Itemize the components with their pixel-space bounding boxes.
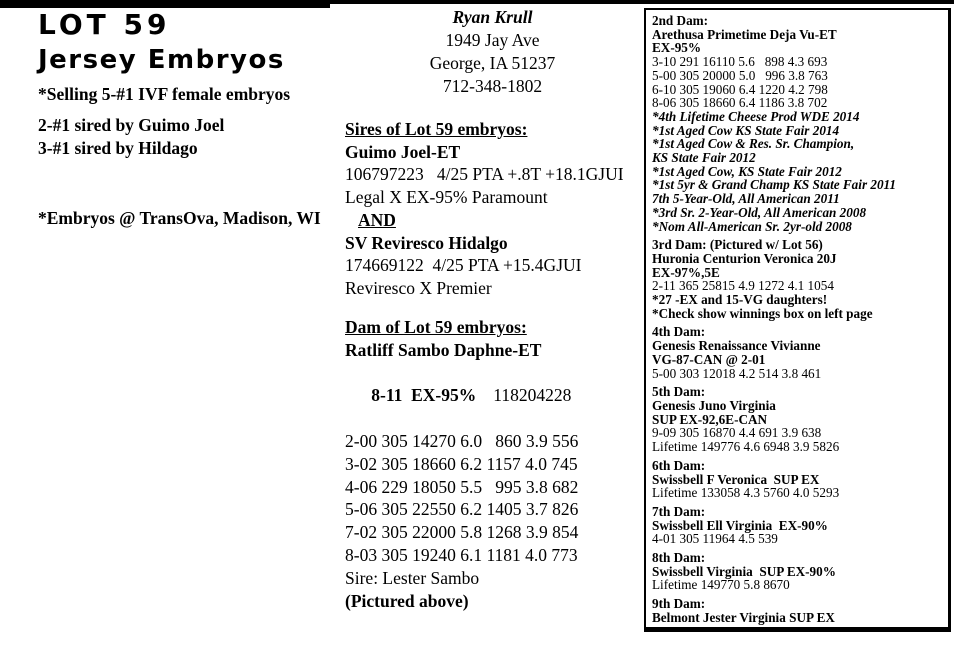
contact-address-line2: George, IA 51237 — [429, 53, 556, 73]
sire1-name: Guimo Joel-ET — [345, 141, 461, 162]
pedigree-line: 5-00 303 12018 4.2 514 3.8 461 — [652, 365, 822, 381]
pedigree-line: 3rd Dam: (Pictured w/ Lot 56) — [652, 237, 823, 253]
dam-reg-number: 118204228 — [493, 385, 572, 406]
dam-score: 8-11 EX-95% — [371, 385, 477, 406]
top-scan-bar — [0, 0, 954, 4]
pedigree-line: *1st Aged Cow KS State Fair 2014 — [652, 122, 840, 138]
pedigree-line: Lifetime 133058 4.3 5760 4.0 5293 — [652, 485, 840, 501]
contact-name: Ryan Krull — [452, 7, 533, 27]
pedigree-line: *Check show winnings box on left page — [652, 305, 873, 321]
pedigree-line: Lifetime 149776 4.6 6948 3.9 5826 — [652, 439, 840, 455]
dam-record-row: 5-06 305 22550 6.2 1405 3.7 826 — [345, 499, 579, 520]
pedigree-line: EX-95% — [652, 40, 702, 56]
pedigree-section — [652, 505, 942, 546]
sire2-pedigree: Reviresco X Premier — [345, 277, 492, 298]
sired-line: 3-#1 sired by Hildago — [38, 137, 198, 158]
pedigree-line: *1st 5yr & Grand Champ KS State Fair 2011 — [652, 177, 897, 193]
dam-name: Ratliff Sambo Daphne-ET — [345, 339, 542, 360]
sired-by-list — [38, 114, 338, 159]
lot-info-column — [38, 8, 338, 228]
pedigree-section — [652, 551, 942, 592]
pedigree-section — [652, 238, 942, 320]
dam-heading: Dam of Lot 59 embryos: — [345, 317, 527, 337]
pedigree-section — [652, 385, 942, 454]
pedigree-line: EX-97%,5E — [652, 264, 720, 280]
dam-record-row: 4-06 229 18050 5.5 995 3.8 682 — [345, 476, 579, 497]
pedigree-line: 7th 5-Year-Old, All American 2011 — [652, 191, 840, 207]
sire2-reg-pta: 174669122 4/25 PTA +15.4GJUI — [345, 255, 582, 276]
pedigree-line: 2nd Dam: — [652, 13, 709, 28]
pedigree-line: 3-10 291 16110 5.6 898 4.3 693 — [652, 54, 828, 70]
sires-block — [345, 118, 645, 300]
extended-pedigree-box — [644, 8, 951, 632]
pedigree-line: 4th Dam: — [652, 324, 706, 340]
contact-address-line1: 1949 Jay Ave — [445, 30, 540, 50]
pedigree-section — [652, 325, 942, 380]
contact-phone: 712-348-1802 — [442, 76, 543, 96]
pedigree-line: Genesis Renaissance Vivianne — [652, 338, 821, 354]
top-scan-bar-thick-segment — [0, 0, 330, 8]
pedigree-section — [652, 14, 942, 233]
pedigree-line: Huronia Centurion Veronica 20J — [652, 250, 837, 266]
pictured-note: (Pictured above) — [345, 590, 469, 611]
pedigree-section — [652, 597, 942, 624]
sires-heading: Sires of Lot 59 embryos: — [345, 119, 528, 139]
dam-records — [345, 430, 645, 567]
dam-sire-line: Sire: Lester Sambo — [345, 567, 480, 588]
pedigree-line: Genesis Juno Virginia — [652, 397, 776, 413]
selling-note: *Selling 5-#1 IVF female embryos — [38, 84, 291, 104]
pedigree-line: Swissbell Virginia SUP EX-90% — [652, 563, 836, 579]
pedigree-line: *1st Aged Cow, KS State Fair 2012 — [652, 163, 842, 179]
pedigree-line: 5th Dam: — [652, 384, 706, 400]
pedigree-line: 9-09 305 16870 4.4 691 3.9 638 — [652, 425, 822, 441]
dam-record-row: 7-02 305 22000 5.8 1268 3.9 854 — [345, 522, 579, 543]
pedigree-line: *27 -EX and 15-VG daughters! — [652, 292, 828, 308]
pedigree-line: Swissbell F Veronica SUP EX — [652, 471, 820, 487]
pedigree-line: 2-11 365 25815 4.9 1272 4.1 1054 — [652, 278, 834, 294]
sire1-reg-pta: 106797223 4/25 PTA +.8T +18.1GJUI — [345, 164, 624, 185]
pedigree-line: Swissbell Ell Virginia EX-90% — [652, 517, 828, 533]
pedigree-line: *3rd Sr. 2-Year-Old, All American 2008 — [652, 204, 867, 220]
sire1-pedigree: Legal X EX-95% Paramount — [345, 187, 548, 208]
pedigree-line: *4th Lifetime Cheese Prod WDE 2014 — [652, 108, 860, 124]
sired-line: 2-#1 sired by Guimo Joel — [38, 115, 225, 135]
pedigree-line: VG-87-CAN @ 2-01 — [652, 351, 766, 367]
pedigree-line: 4-01 305 11964 4.5 539 — [652, 531, 778, 547]
pedigree-line: 8th Dam: — [652, 550, 706, 566]
pedigree-line: Lifetime 149770 5.8 8670 — [652, 577, 790, 593]
pedigree-line: 7th Dam: — [652, 503, 706, 519]
dam-record-row: 2-00 305 14270 6.0 860 3.9 556 — [345, 430, 579, 451]
pedigree-line: KS State Fair 2012 — [652, 150, 756, 166]
dam-record-row: 8-03 305 19240 6.1 1181 4.0 773 — [345, 544, 578, 565]
pedigree-line: *1st Aged Cow & Res. Sr. Champion, — [652, 136, 855, 152]
pedigree-line: 8-06 305 18660 6.4 1186 3.8 702 — [652, 95, 828, 111]
pedigree-section — [652, 459, 942, 500]
pedigree-line: 6th Dam: — [652, 457, 706, 473]
and-connector: AND — [358, 209, 396, 230]
lot-number-title: LOT 59 — [38, 8, 171, 41]
contact-block — [345, 6, 640, 98]
pedigree-line: 6-10 305 19060 6.4 1220 4.2 798 — [652, 81, 828, 97]
embryo-location-note: *Embryos @ TransOva, Madison, WI — [38, 208, 321, 228]
pedigree-line: 9th Dam: — [652, 596, 706, 612]
sire2-name: SV Reviresco Hidalgo — [345, 232, 508, 253]
dam-record-row: 3-02 305 18660 6.2 1157 4.0 745 — [345, 453, 578, 474]
pedigree-line: SUP EX-92,6E-CAN — [652, 411, 768, 427]
lot-breed-subtitle: Jersey Embryos — [38, 45, 285, 75]
pedigree-line: *Nom All-American Sr. 2yr-old 2008 — [652, 218, 852, 234]
dam-block — [345, 316, 645, 612]
pedigree-line: 5-00 305 20000 5.0 996 3.8 763 — [652, 67, 828, 83]
pedigree-line: Arethusa Primetime Deja Vu-ET — [652, 26, 837, 42]
pedigree-line: Belmont Jester Virginia SUP EX — [652, 609, 835, 625]
